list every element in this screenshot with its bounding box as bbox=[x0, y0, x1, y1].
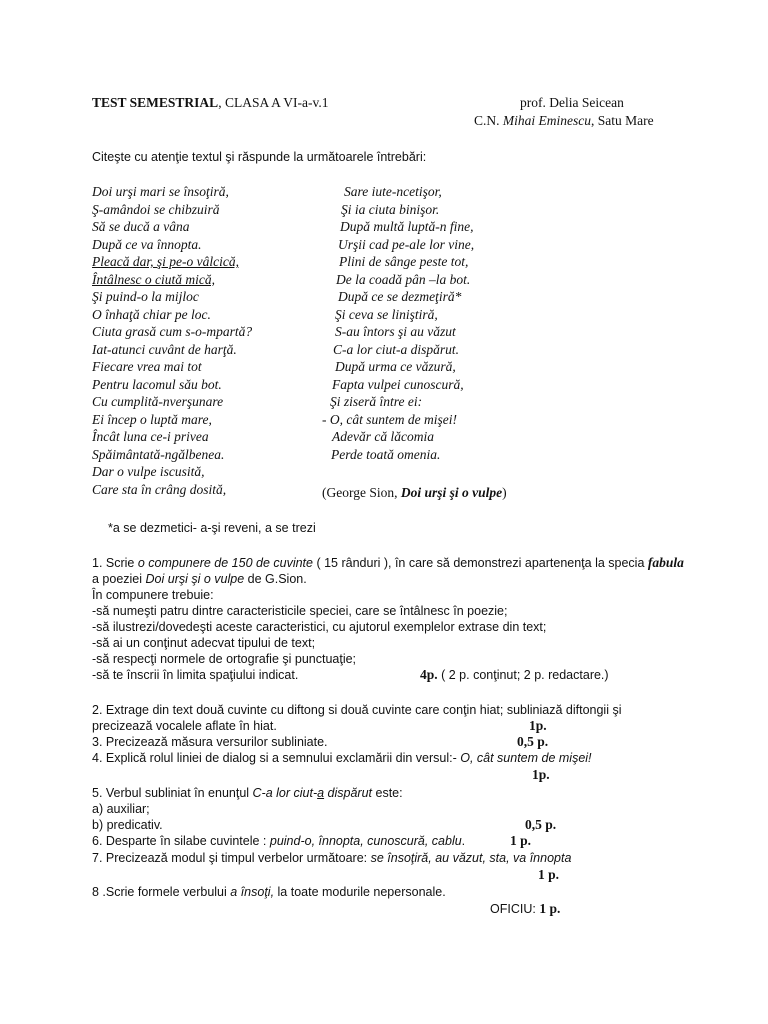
poem-line: Încât luna ce-i privea bbox=[92, 429, 209, 444]
poem-line: S-au întors şi au văzut bbox=[335, 324, 456, 339]
poem-line: Şi ziseră între ei: bbox=[330, 394, 423, 409]
poem-line: Ş-amândoi se chibzuiră bbox=[92, 201, 220, 217]
q1-requirement: -să ai un conţinut adecvat tipului de text; bbox=[92, 636, 316, 650]
poem-line-underlined: Pleacă dar, şi pe-o vâlcică, bbox=[92, 254, 239, 269]
poem-line: Urşii cad pe-ale lor vine, bbox=[338, 236, 475, 252]
q5-post: este: bbox=[372, 786, 403, 800]
q1-requirement: -să te înscrii în limita spaţiului indicat. bbox=[92, 668, 299, 682]
q1-points-value: 4p. bbox=[420, 667, 438, 682]
q7-points: 1 p. bbox=[538, 867, 560, 882]
test-title bbox=[92, 95, 328, 111]
poem-line: Care sta în crâng dosită, bbox=[92, 481, 227, 497]
instruction: Citeşte cu atenţie textul şi răspunde la următoarele întrebări: bbox=[92, 150, 427, 164]
q4-verse: O, cât suntem de mişei! bbox=[460, 751, 592, 765]
poem-citation bbox=[322, 485, 507, 501]
q1-points-detail: ( 2 p. conţinut; 2 p. redactare.) bbox=[437, 668, 609, 682]
poem-line: Fapta vulpei cunoscură, bbox=[332, 376, 464, 392]
q5-underlined-verb: a bbox=[317, 786, 325, 800]
poem-line: - O, cât suntem de mişei! bbox=[322, 411, 457, 427]
q6-post: . bbox=[461, 834, 466, 848]
school-name: Mihai Eminescu bbox=[502, 113, 591, 128]
poem-line: Sare iute-ncetişor, bbox=[344, 184, 442, 199]
q5-pre: 5. Verbul subliniat în enunţul bbox=[92, 786, 253, 800]
school-suffix: , Satu Mare bbox=[591, 113, 654, 128]
poem-line: Iat-atunci cuvânt de harţă. bbox=[92, 341, 237, 357]
q5-sentence-b: dispărut bbox=[324, 786, 373, 800]
title-rest: , CLASA A VI-a-v.1 bbox=[218, 95, 329, 110]
poem-line: Şi puind-o la mijloc bbox=[92, 289, 199, 304]
oficiu-label: OFICIU: bbox=[490, 902, 540, 916]
q1-requirement: -să ilustrezi/dovedeşti aceste caracteristici, cu ajutorul exemplelor extrase din text; bbox=[92, 620, 547, 634]
poem-line: Să se ducă a vâna bbox=[92, 219, 190, 234]
poem-line: De la coadă pân –la bot. bbox=[336, 271, 471, 287]
question-1-line2 bbox=[92, 571, 307, 587]
q6-points: 1 p. bbox=[510, 833, 532, 848]
author: prof. Delia Seicean bbox=[520, 95, 624, 110]
question-8 bbox=[92, 884, 446, 900]
q2-points: 1p. bbox=[529, 718, 547, 733]
q1-requirement: -să respecţi normele de ortografie şi punctuaţie; bbox=[92, 652, 357, 666]
poem-line: C-a lor ciut-a dispărut. bbox=[333, 341, 460, 357]
q4-pre: 4. Explică rolul liniei de dialog si a semnului exclamării din versul:- bbox=[92, 751, 461, 765]
q1-pre: 1. Scrie bbox=[92, 556, 138, 570]
q8-pre: 8 .Scrie formele verbului bbox=[92, 885, 231, 899]
q7-verbs: se însoţiră, au văzut, sta, va înnopta bbox=[370, 851, 572, 865]
q1-species: fabula bbox=[647, 555, 684, 570]
q1-points bbox=[420, 667, 609, 683]
q3-points: 0,5 p. bbox=[517, 734, 549, 749]
q6-pre: 6. Desparte în silabe cuvintele : bbox=[92, 834, 270, 848]
citation-author: (George Sion, bbox=[322, 485, 401, 500]
question-1-line1 bbox=[92, 555, 684, 571]
q1-poem-title: Doi urşi şi o vulpe bbox=[145, 572, 245, 586]
oficiu bbox=[490, 901, 560, 917]
poem-line: Ei încep o luptă mare, bbox=[92, 411, 212, 427]
question-6 bbox=[92, 833, 465, 849]
q5-option-a: a) auxiliar; bbox=[92, 802, 150, 816]
school-prefix: C.N. bbox=[474, 113, 503, 128]
poem-line: Şi ia ciuta binişor. bbox=[341, 201, 440, 217]
q1-mid: ( 15 rânduri ), în care să demonstrezi apartenenţa la specia bbox=[312, 556, 648, 570]
question-7 bbox=[92, 850, 571, 866]
poem-line: Fiecare vrea mai tot bbox=[92, 359, 202, 374]
poem-line: Pentru lacomul său bot. bbox=[92, 376, 222, 392]
question-3: 3. Precizează măsura versurilor subliniate. bbox=[92, 735, 328, 749]
q5-points: 0,5 p. bbox=[525, 817, 557, 832]
poem-line: După multă luptă-n fine, bbox=[340, 219, 474, 234]
poem-line: Doi urşi mari se însoţiră, bbox=[92, 184, 229, 199]
poem-line-underlined: Întâlnesc o ciută mică, bbox=[92, 271, 215, 287]
q1-requirements-title: În compunere trebuie: bbox=[92, 588, 214, 602]
poem-line: O înhaţă chiar pe loc. bbox=[92, 306, 211, 322]
poem-line: După ce se dezmeţiră* bbox=[338, 289, 462, 304]
q5-option-b: b) predicativ. bbox=[92, 818, 163, 832]
poem-line: Perde toată omenia. bbox=[331, 446, 441, 462]
q7-pre: 7. Precizează modul şi timpul verbelor următoare: bbox=[92, 851, 371, 865]
citation-title: Doi urşi şi o vulpe bbox=[400, 485, 503, 500]
q4-points: 1p. bbox=[532, 767, 550, 782]
poem-line: Şi ceva se liniştiră, bbox=[335, 306, 438, 322]
q6-words: puind-o, înnopta, cunoscură, cablu bbox=[269, 834, 462, 848]
footnote: *a se dezmetici- a-şi reveni, a se trezi bbox=[108, 521, 316, 535]
question-2-line1: 2. Extrage din text două cuvinte cu diftong si două cuvinte care conţin hiat; subliniază diftongii şi bbox=[92, 703, 622, 717]
poem-line: Cu cumplită-nverşunare bbox=[92, 394, 224, 409]
q8-post: la toate modurile nepersonale. bbox=[274, 885, 446, 899]
citation-close: ) bbox=[502, 485, 507, 500]
q5-sentence-a: C-a lor ciut- bbox=[252, 786, 318, 800]
poem-line: Plini de sânge peste tot, bbox=[339, 254, 469, 269]
q1-requirement: -să numeşti patru dintre caracteristicile speciei, care se întâlnesc în poezie; bbox=[92, 604, 508, 618]
q1-line2-pre: a poeziei bbox=[92, 572, 146, 586]
q8-verb: a însoţi, bbox=[230, 885, 275, 899]
poem-line: Spăimântată-ngălbenea. bbox=[92, 446, 225, 462]
poem-line: Ciuta grasă cum s-o-mpartă? bbox=[92, 324, 253, 339]
poem-line: După urma ce văzură, bbox=[335, 359, 456, 374]
school bbox=[474, 113, 654, 129]
question-5 bbox=[92, 785, 403, 801]
q1-line2-post: de G.Sion. bbox=[244, 572, 307, 586]
title-bold: TEST SEMESTRIAL bbox=[92, 95, 219, 110]
poem-line: După ce va înnopta. bbox=[92, 236, 202, 252]
poem-line: Adevăr că lăcomia bbox=[332, 429, 434, 444]
q1-italic: o compunere de 150 de cuvinte bbox=[137, 556, 313, 570]
question-2-line2: precizează vocalele aflate în hiat. bbox=[92, 719, 277, 733]
oficiu-points: 1 p. bbox=[539, 901, 561, 916]
question-4 bbox=[92, 750, 592, 766]
poem-line: Dar o vulpe iscusită, bbox=[92, 464, 205, 479]
